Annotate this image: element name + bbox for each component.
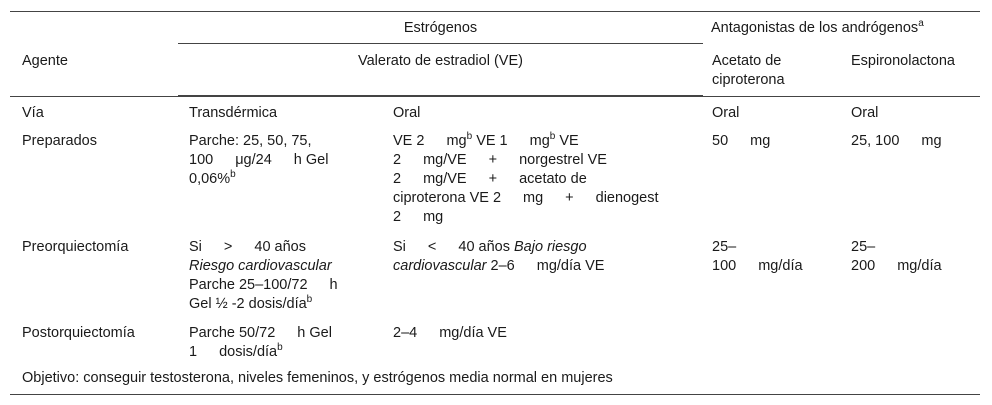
row-preparados-label: Preparados [22, 133, 97, 149]
row-preparados-acetato: 50 mg [712, 133, 771, 149]
row-postorquiectomia-label: Postorquiectomía [22, 325, 135, 341]
row-preparados-espiro: 25, 100 mg [851, 133, 942, 149]
row-preorquiectomia-acetato: 25– 100 mg/día [712, 239, 803, 274]
row-preparados-transdermica: Parche: 25, 50, 75, 100 μg/24 h Gel 0,06%$^b$ [189, 133, 329, 187]
table-top-rule [10, 11, 980, 12]
header-bottom-rule [10, 96, 980, 97]
row-postorquiectomia-transdermica: Parche 50/72 h Gel 1 dosis/día$^b$ [189, 325, 332, 360]
estrogenos-underline [178, 43, 703, 44]
row-preorquiectomia-oral: Si < 40 años Bajo riesgo cardiovascular 2–6 mg/día VE [393, 239, 605, 274]
header-estrogenos: Estrógenos [403, 20, 478, 36]
header-acetato: Acetato de ciproterona [712, 53, 785, 88]
row-via-label: Vía [22, 105, 44, 121]
header-antagonistas: Antagonistas de los andrógenos$^a$ [711, 18, 924, 36]
table-bottom-rule [10, 394, 980, 395]
row-postorquiectomia-oral: 2–4 mg/día VE [393, 325, 507, 341]
row-preorquiectomia-espiro: 25– 200 mg/día [851, 239, 942, 274]
row-preparados-oral: VE 2 $mg^b$ VE 1 $mg^b$ VE 2 mg/VE + norgestrel VE 2 mg/VE + acetato de ciproterona VE 2 mg + dienogest 2 mg [393, 131, 659, 225]
header-espironolactona: Espironolactona [851, 53, 955, 69]
row-via-transdermica: Transdérmica [189, 105, 278, 121]
header-valerato: Valerato de estradiol (VE) [358, 53, 523, 69]
row-preorquiectomia-label: Preorquiectomía [22, 239, 129, 255]
row-via-acetato: Oral [712, 105, 740, 121]
row-preorquiectomia-transdermica: Si > 40 años Riesgo cardiovascular Parche 25–100/72 h Gel ½ -2 dosis/día$^b$ [189, 239, 338, 312]
row-via-espiro: Oral [851, 105, 879, 121]
row-via-oral: Oral [393, 105, 421, 121]
table-footer-note: Objetivo: conseguir testosterona, niveles femeninos, y estrógenos media normal en mujeres [22, 370, 613, 386]
header-agente: Agente [22, 53, 68, 69]
